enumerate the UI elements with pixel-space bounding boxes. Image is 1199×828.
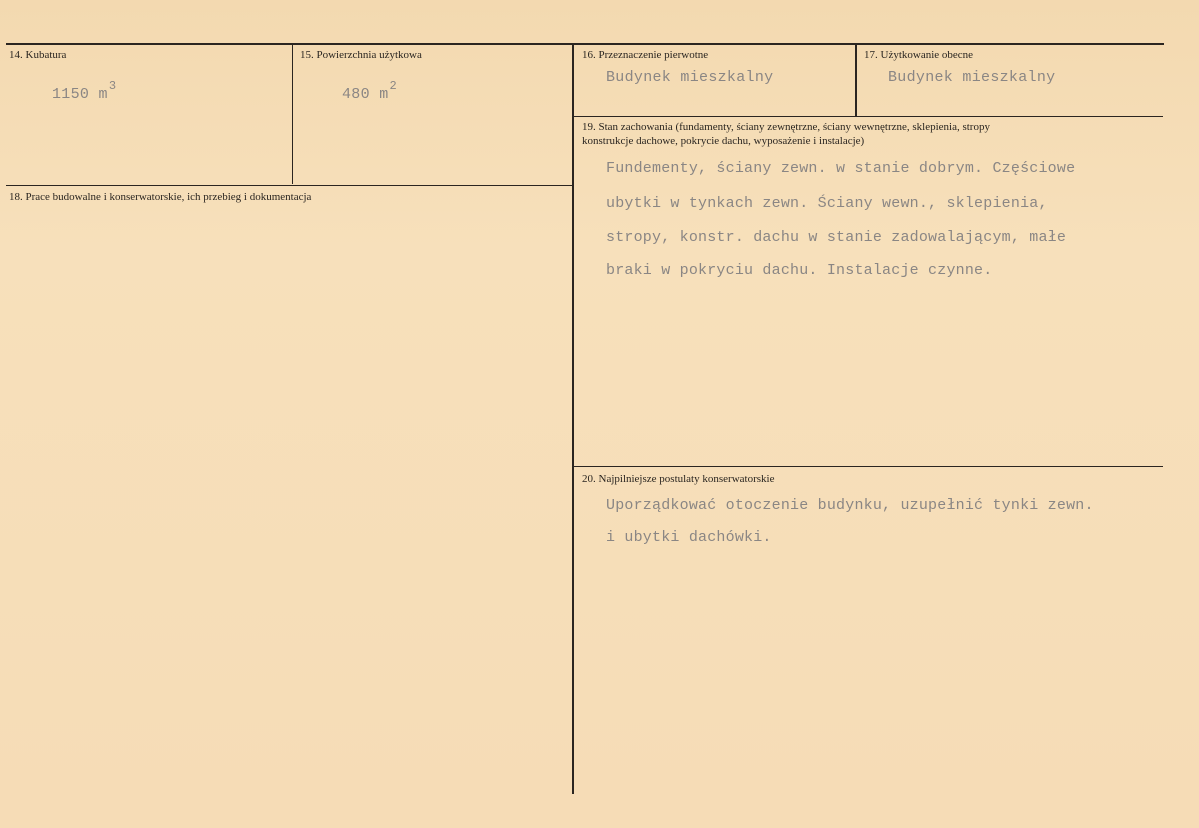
field-16-value: Budynek mieszkalny bbox=[606, 69, 774, 86]
rule-under-16-17 bbox=[573, 116, 1163, 117]
divider-16-17 bbox=[855, 44, 857, 116]
field-17-value: Budynek mieszkalny bbox=[888, 69, 1056, 86]
field-19-line-1: Fundementy, ściany zewn. w stanie dobrym. Częściowe bbox=[606, 160, 1076, 177]
field-15-label: 15. Powierzchnia użytkowa bbox=[300, 49, 422, 61]
rule-under-14-15 bbox=[6, 185, 572, 186]
field-16-label: 16. Przeznaczenie pierwotne bbox=[582, 49, 709, 61]
rule-under-19 bbox=[573, 466, 1163, 467]
field-20-line-2: i ubytki dachówki. bbox=[606, 529, 772, 546]
field-14-label: 14. Kubatura bbox=[9, 49, 67, 61]
field-20-label: 20. Najpilniejsze postulaty konserwatorskie bbox=[582, 473, 775, 485]
field-19-label-line2: konstrukcje dachowe, pokrycie dachu, wyposażenie i instalacje) bbox=[582, 135, 865, 147]
divider-14-15 bbox=[292, 44, 293, 184]
field-19-line-2: ubytki w tynkach zewn. Ściany wewn., sklepienia, bbox=[606, 195, 1048, 212]
top-rule bbox=[6, 43, 1164, 45]
center-divider bbox=[572, 44, 574, 794]
field-15-value bbox=[342, 79, 398, 103]
field-14-unit-sup: 3 bbox=[108, 79, 117, 93]
field-17-label: 17. Użytkowanie obecne bbox=[864, 49, 974, 61]
field-20-line-1: Uporządkować otoczenie budynku, uzupełnić tynki zewn. bbox=[606, 497, 1094, 514]
field-15-number: 480 m bbox=[342, 86, 389, 103]
field-19-label-line1: 19. Stan zachowania (fundamenty, ściany zewnętrzne, ściany wewnętrzne, sklepienia, stropy bbox=[582, 121, 990, 133]
field-19-line-3: stropy, konstr. dachu w stanie zadowalającym, małe bbox=[606, 229, 1067, 246]
field-15-unit-sup: 2 bbox=[389, 79, 398, 93]
field-18-label: 18. Prace budowalne i konserwatorskie, ich przebieg i dokumentacja bbox=[9, 191, 312, 203]
field-14-value bbox=[52, 79, 117, 103]
field-19-line-4: braki w pokryciu dachu. Instalacje czynne. bbox=[606, 262, 993, 279]
field-14-number: 1150 m bbox=[52, 86, 108, 103]
